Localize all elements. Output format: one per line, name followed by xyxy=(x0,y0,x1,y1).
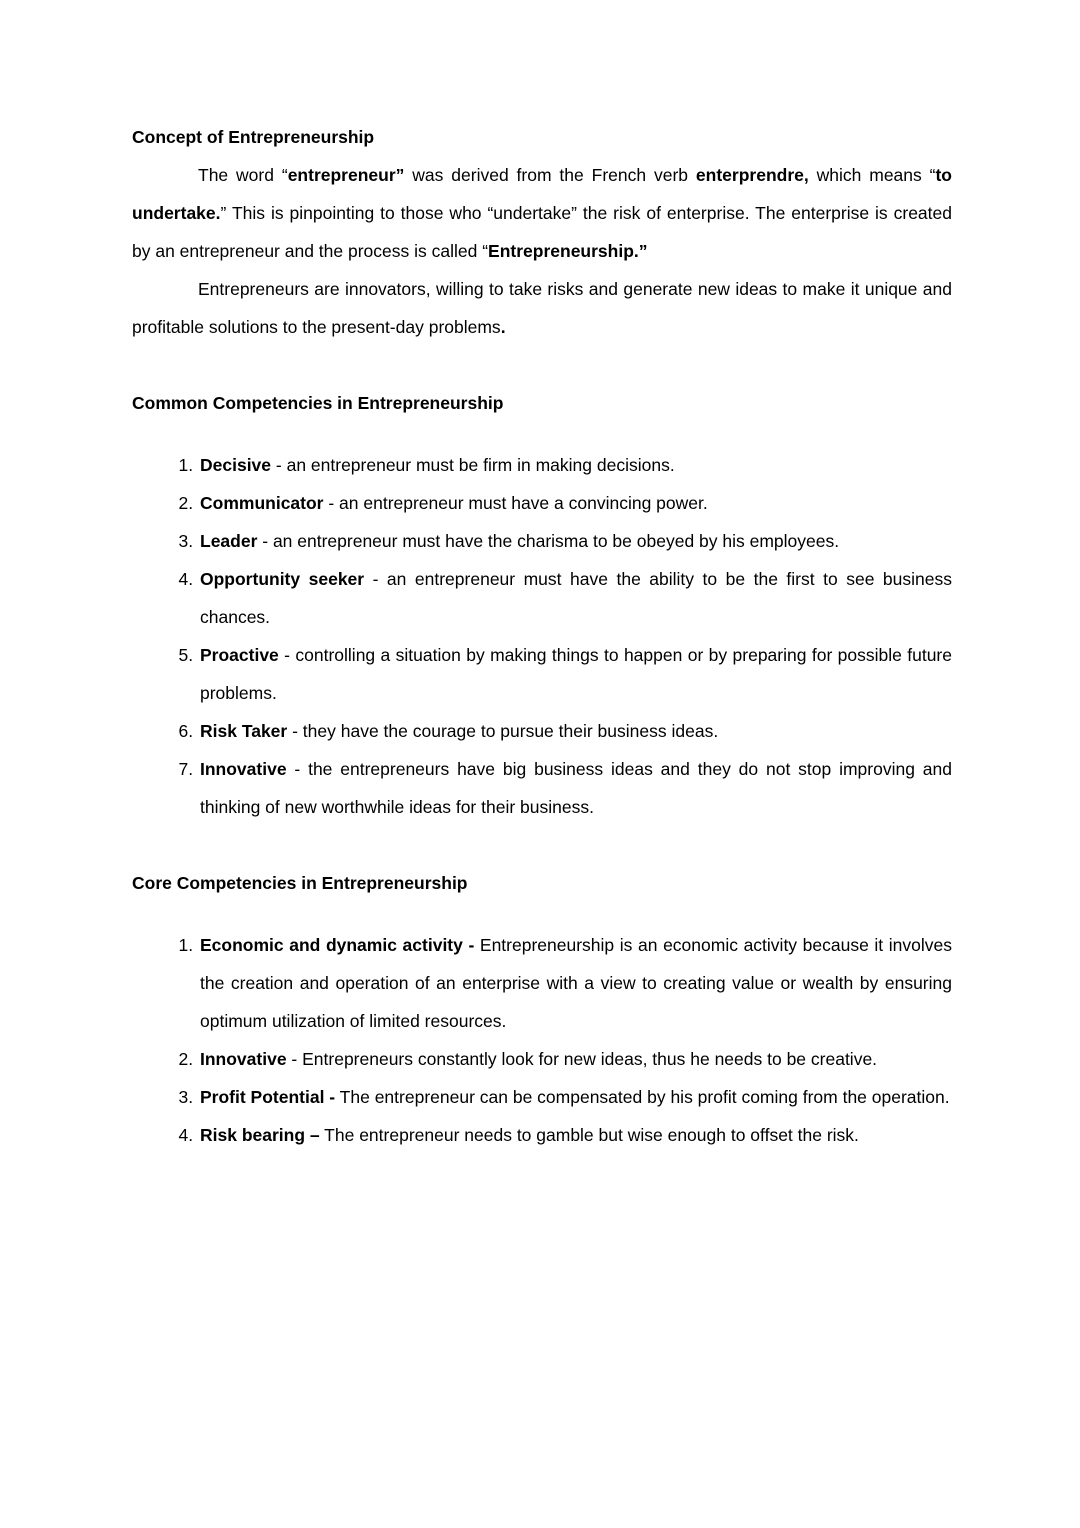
text-segment: Profit Potential - xyxy=(200,1087,336,1107)
text-segment: Risk Taker xyxy=(200,721,288,741)
list-item xyxy=(198,560,952,636)
text-segment: Entrepreneurship.” xyxy=(488,241,648,261)
list-item xyxy=(198,484,952,522)
list-item xyxy=(198,522,952,560)
text-segment: Innovative xyxy=(200,1049,287,1069)
list-item xyxy=(198,1040,952,1078)
text-segment: Entrepreneurs are innovators, willing to take risks and generate new ideas to make it unique and profitable solutions to the present-day problems xyxy=(132,279,952,337)
core-competencies-list xyxy=(132,926,952,1154)
text-segment: Innovative xyxy=(200,759,287,779)
list-item xyxy=(198,446,952,484)
page-title: Concept of Entrepreneurship xyxy=(132,127,375,147)
text-segment: Economic and dynamic activity - xyxy=(200,935,475,955)
text-segment: Leader xyxy=(200,531,258,551)
section-heading-core-competencies: Core Competencies in Entrepreneurship xyxy=(132,873,468,893)
text-segment: The entrepreneur can be compensated by his profit coming from the operation. xyxy=(335,1087,950,1107)
text-segment: Proactive xyxy=(200,645,279,665)
list-item xyxy=(198,712,952,750)
text-segment: Communicator xyxy=(200,493,324,513)
text-segment: which means “ xyxy=(808,165,936,185)
list-item xyxy=(198,1116,952,1154)
text-segment: entrepreneur” xyxy=(287,165,405,185)
intro-paragraph-1 xyxy=(132,156,952,270)
text-segment: - controlling a situation by making things to happen or by preparing for possible future problems. xyxy=(200,645,952,703)
text-segment: - an entrepreneur must have the charisma to be obeyed by his employees. xyxy=(257,531,840,551)
intro-paragraph-2 xyxy=(132,270,952,346)
text-segment: Risk bearing – xyxy=(200,1125,320,1145)
text-segment: - Entrepreneurs constantly look for new ideas, thus he needs to be creative. xyxy=(286,1049,878,1069)
text-segment: . xyxy=(500,317,506,337)
section-heading-common-competencies: Common Competencies in Entrepreneurship xyxy=(132,393,504,413)
text-segment: to undertake. xyxy=(132,165,953,223)
text-segment: Decisive xyxy=(200,455,272,475)
text-segment: - an entrepreneur must have a convincing power. xyxy=(323,493,708,513)
common-competencies-list xyxy=(132,446,952,826)
list-item xyxy=(198,750,952,826)
text-segment: The word “ xyxy=(198,165,288,185)
list-item xyxy=(198,1078,952,1116)
list-item xyxy=(198,636,952,712)
text-segment: - they have the courage to pursue their business ideas. xyxy=(287,721,719,741)
text-segment: - an entrepreneur must have the ability to be the first to see business chances. xyxy=(200,569,952,627)
text-segment: Entrepreneurship is an economic activity because it involves the creation and operation of an enterprise with a view to creating value or wealth by ensuring optimum utilization of limited resources. xyxy=(200,935,952,1031)
text-segment: Opportunity seeker xyxy=(200,569,365,589)
text-segment: - the entrepreneurs have big business ideas and they do not stop improving and thinking of new worthwhile ideas for their business. xyxy=(200,759,952,817)
text-segment: was derived from the French verb xyxy=(404,165,696,185)
text-segment: The entrepreneur needs to gamble but wise enough to offset the risk. xyxy=(319,1125,859,1145)
list-item xyxy=(198,926,952,1040)
text-segment: enterprendre, xyxy=(695,165,809,185)
text-segment: - an entrepreneur must be firm in making decisions. xyxy=(271,455,675,475)
text-segment: ” This is pinpointing to those who “undertake” the risk of enterprise. The enterprise is created by an entrepreneur and the process is called “ xyxy=(132,203,952,261)
